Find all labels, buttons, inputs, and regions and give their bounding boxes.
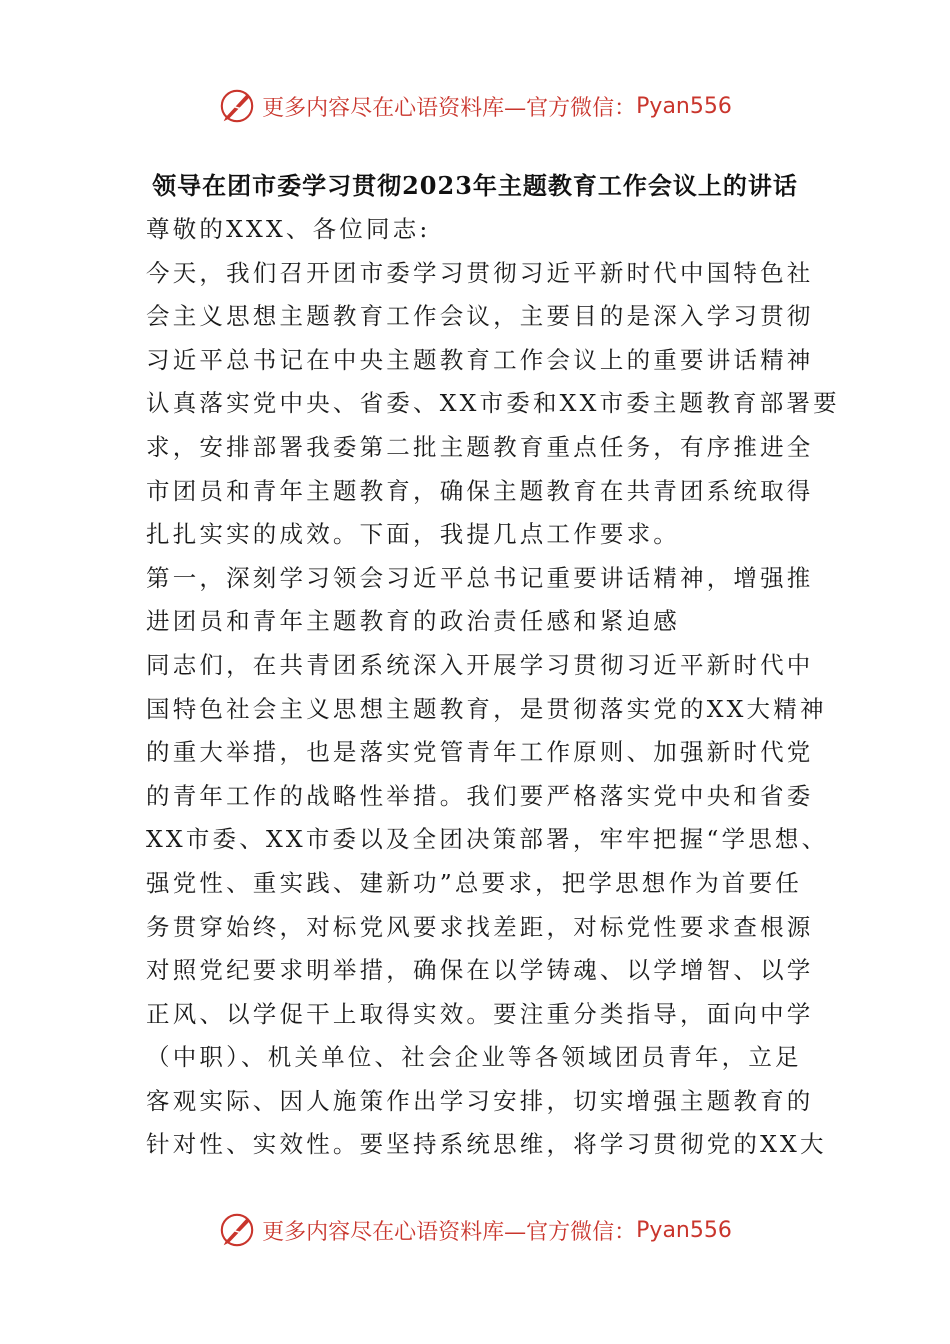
text-line: XX市委、XX市委以及全团决策部署，牢牢把握“学思想、 <box>146 825 829 854</box>
text-line: 进团员和青年主题教育的政治责任感和紧迫感 <box>146 607 680 636</box>
text-line: 求，安排部署我委第二批主题教育重点任务，有序推进全 <box>146 432 814 461</box>
text-line: 尊敬的XXX、各位同志: <box>146 215 431 243</box>
quill-pen-logo-icon <box>218 1211 256 1249</box>
quill-pen-logo-icon <box>218 87 256 125</box>
text-line: 扎扎实实的成效。下面，我提几点工作要求。 <box>146 520 680 549</box>
document-title: 领导在团市委学习贯彻2023年主题教育工作会议上的讲话 <box>152 171 798 200</box>
text-line: 国特色社会主义思想主题教育，是贯彻落实党的XX大精神 <box>146 694 827 723</box>
text-line: （中职）、机关单位、社会企业等各领域团员青年，立足 <box>146 1043 802 1072</box>
text-line: 市团员和青年主题教育，确保主题教育在共青团系统取得 <box>146 476 814 505</box>
text-line: 习近平总书记在中央主题教育工作会议上的重要讲话精神 <box>146 345 814 374</box>
watermark-text: 更多内容尽在心语资料库—官方微信： <box>262 1219 637 1245</box>
text-line: 强党性、重实践、建新功”总要求，把学思想作为首要任 <box>146 868 803 897</box>
text-line: 的重大举措，也是落实党管青年工作原则、加强新时代党 <box>146 738 814 767</box>
watermark-wechat-id: Pyan556 <box>636 1217 732 1243</box>
text-line: 会主义思想主题教育工作会议，主要目的是深入学习贯彻 <box>146 302 814 331</box>
text-line: 针对性、实效性。要坚持系统思维，将学习贯彻党的XX大 <box>146 1130 827 1159</box>
text-line: 认真落实党中央、省委、XX市委和XX市委主题教育部署要 <box>146 389 840 418</box>
speech-body <box>146 208 840 1167</box>
watermark-wechat-id: Pyan556 <box>636 93 732 119</box>
text-line: 第一，深刻学习领会习近平总书记重要讲话精神，增强推 <box>146 563 814 592</box>
footer-watermark-banner <box>0 1208 950 1252</box>
text-line: 对照党纪要求明举措，确保在以学铸魂、以学增智、以学 <box>146 956 814 985</box>
text-line: 客观实际、因人施策作出学习安排，切实增强主题教育的 <box>146 1086 814 1115</box>
text-line: 务贯穿始终，对标党风要求找差距，对标党性要求查根源 <box>146 912 814 941</box>
header-watermark-banner <box>0 84 950 128</box>
watermark-text: 更多内容尽在心语资料库—官方微信： <box>262 95 637 121</box>
text-line: 今天，我们召开团市委学习贯彻习近平新时代中国特色社 <box>146 258 814 287</box>
text-line: 正风、以学促干上取得实效。要注重分类指导，面向中学 <box>146 999 814 1028</box>
text-line: 同志们，在共青团系统深入开展学习贯彻习近平新时代中 <box>146 650 814 679</box>
text-line: 的青年工作的战略性举措。我们要严格落实党中央和省委 <box>146 781 814 810</box>
